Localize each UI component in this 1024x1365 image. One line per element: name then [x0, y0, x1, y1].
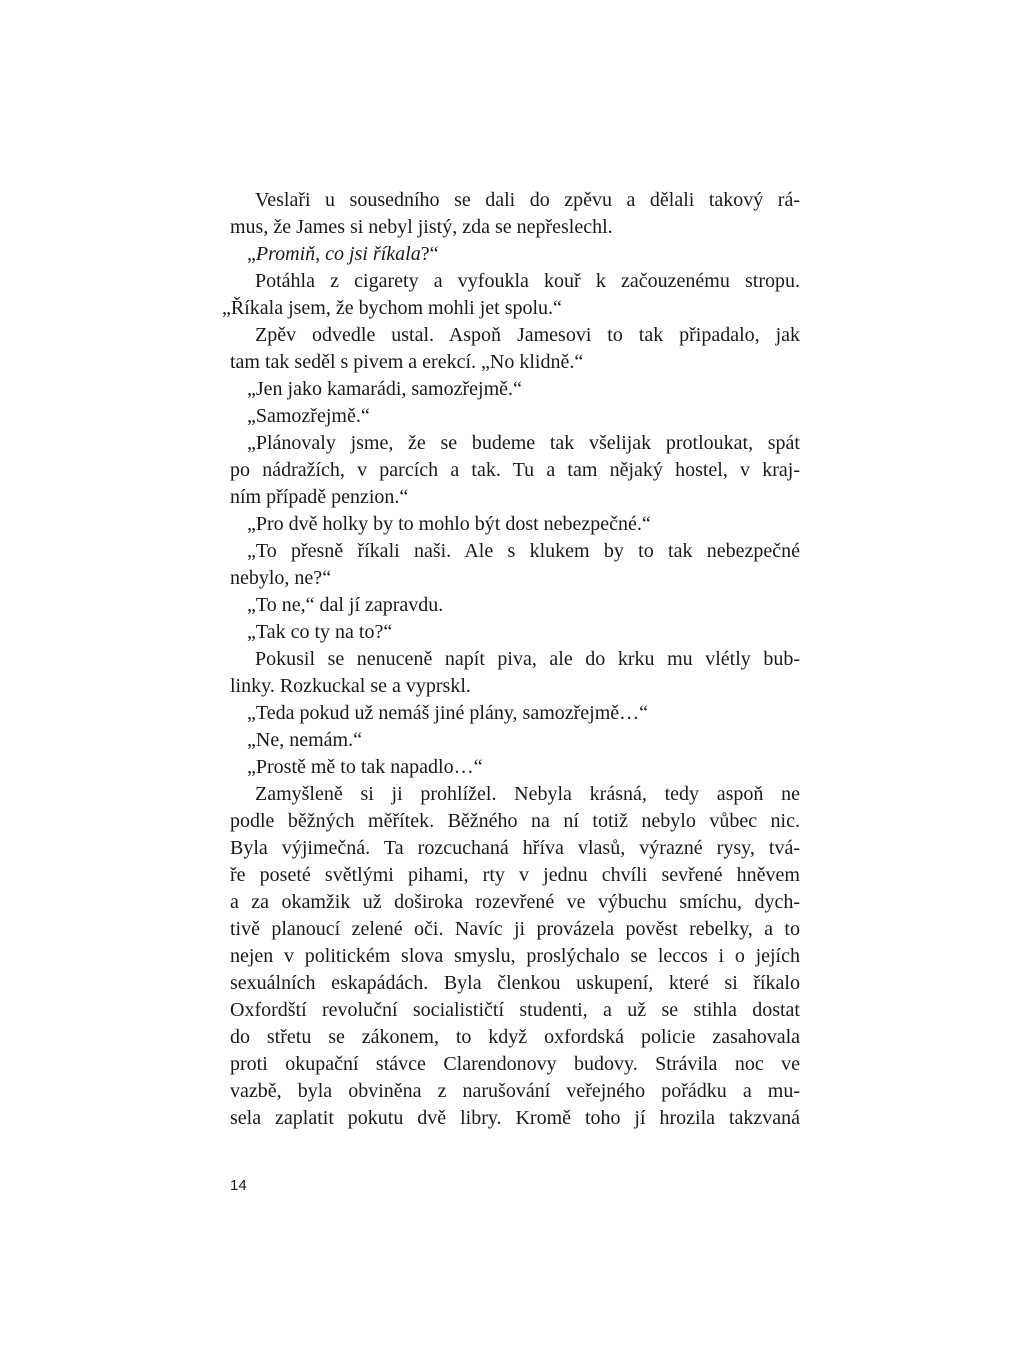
text-line: „Plánovaly jsme, že se budeme tak všelijak protloukat, spát: [247, 432, 800, 454]
text-line: podle běžných měřítek. Běžného na ní totiž nebylo vůbec nic.: [230, 810, 800, 832]
text-line: „To přesně říkali naši. Ale s klukem by to tak nebezpečné: [247, 540, 800, 562]
text-line: „Prostě mě to tak napadlo…“: [247, 756, 483, 778]
text-line: „Teda pokud už nemáš jiné plány, samozřejmě…“: [247, 702, 649, 724]
text-line: ře poseté světlými pihami, rty v jednu chvíli sevřené hněvem: [230, 864, 800, 886]
page-number: 14: [230, 1177, 247, 1194]
italic-speech: Promiň, co jsi říkala: [255, 243, 421, 265]
text-line: Potáhla z cigarety a vyfoukla kouř k začouzenému stropu.: [255, 270, 800, 292]
text-line: „Říkala jsem, že bychom mohli jet spolu.“: [222, 297, 562, 319]
text-line: sexuálních eskapádách. Byla členkou uskupení, které si říkalo: [230, 972, 800, 994]
text-line: Veslaři u sousedního se dali do zpěvu a dělali takový rá-: [255, 189, 800, 211]
text-line: [230, 241, 800, 268]
text-line: tam tak seděl s pivem a erekcí. „No klidně.“: [230, 351, 584, 373]
text-line: Pokusil se nenuceně napít piva, ale do krku mu vlétly bub-: [255, 648, 800, 670]
quote-close: ?“: [420, 243, 439, 265]
text-line: sela zaplatit pokutu dvě libry. Kromě toho jí hrozila takzvaná: [230, 1107, 800, 1129]
text-line: do střetu se zákonem, to když oxfordská policie zasahovala: [230, 1026, 800, 1048]
text-line: mus, že James si nebyl jistý, zda se nepřeslechl.: [230, 216, 613, 238]
text-line: „Tak co ty na to?“: [247, 621, 393, 643]
text-line: „Jen jako kamarádi, samozřejmě.“: [247, 378, 522, 400]
text-line: ním případě penzion.“: [230, 486, 409, 508]
text-line: „Samozřejmě.“: [247, 405, 370, 427]
text-line: „Ne, nemám.“: [247, 729, 362, 751]
text-line: a za okamžik už doširoka rozevřené ve výbuchu smíchu, dych-: [230, 891, 800, 913]
text-line: Oxfordští revoluční socialističtí studenti, a už se stihla dostat: [230, 999, 800, 1021]
text-line: po nádražích, v parcích a tak. Tu a tam nějaký hostel, v kraj-: [230, 459, 800, 481]
quote-open: „: [247, 243, 256, 265]
text-line: Zpěv odvedle ustal. Aspoň Jamesovi to tak připadalo, jak: [255, 324, 800, 346]
text-line: Zamyšleně si ji prohlížel. Nebyla krásná, tedy aspoň ne: [255, 783, 800, 805]
text-line: tivě planoucí zelené oči. Navíc ji provázela pověst rebelky, a to: [230, 918, 800, 940]
text-line: linky. Rozkuckal se a vyprskl.: [230, 675, 471, 697]
text-line: Byla výjimečná. Ta rozcuchaná hříva vlasů, výrazné rysy, tvá-: [230, 837, 800, 859]
text-line: nejen v politickém slova smyslu, proslýchalo se leccos i o jejích: [230, 945, 800, 967]
text-line: vazbě, byla obviněna z narušování veřejného pořádku a mu-: [230, 1080, 800, 1102]
text-line: proti okupační stávce Clarendonovy budovy. Strávila noc ve: [230, 1053, 800, 1075]
book-page-text: [222, 187, 800, 1132]
text-line: „Pro dvě holky by to mohlo být dost nebezpečné.“: [247, 513, 651, 535]
text-line: nebylo, ne?“: [230, 567, 332, 589]
text-line: „To ne,“ dal jí zapravdu.: [247, 594, 444, 616]
